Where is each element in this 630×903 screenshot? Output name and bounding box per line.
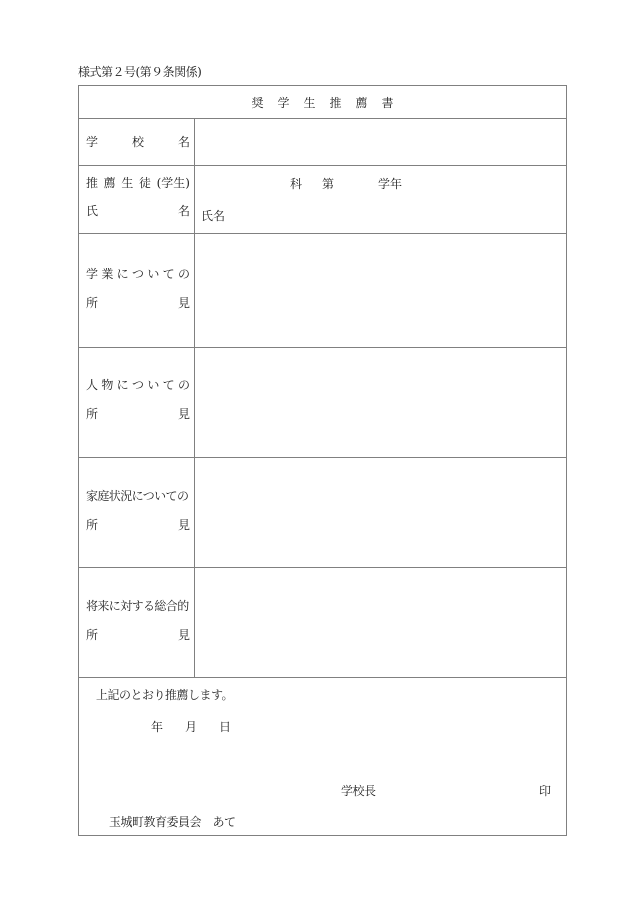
- date-month-label: 月: [185, 720, 198, 734]
- divider: [79, 165, 566, 166]
- grade-prefix: 第: [322, 177, 335, 191]
- addressee: 玉城町教育委員会 あて: [109, 815, 236, 829]
- date-year-label: 年: [151, 720, 164, 734]
- student-name-label: 氏名: [201, 209, 226, 223]
- school-name-field[interactable]: [196, 119, 566, 164]
- grade-suffix: 学年: [378, 177, 403, 191]
- label-student: 推 薦 生 徒 (学生) 氏 名: [86, 176, 190, 218]
- label-family-remarks: 家庭状況についての 所 見: [86, 489, 190, 532]
- recommendation-statement: 上記のとおり推薦します。: [96, 688, 234, 702]
- seal-mark: 印: [539, 784, 552, 798]
- column-divider: [194, 118, 195, 677]
- label-academic-remarks: 学 業 に つ い て の 所 見: [86, 267, 190, 310]
- principal-label: 学校長: [341, 784, 376, 798]
- divider: [79, 677, 566, 678]
- family-remarks-field[interactable]: [196, 458, 566, 566]
- character-remarks-field[interactable]: [196, 348, 566, 456]
- future-remarks-field[interactable]: [196, 568, 566, 676]
- course-suffix: 科: [290, 177, 303, 191]
- label-school-name: 学 校 名: [86, 135, 190, 149]
- academic-remarks-field[interactable]: [196, 234, 566, 346]
- label-character-remarks: 人 物 に つ い て の 所 見: [86, 378, 190, 421]
- form-reference: 様式第２号(第９条関係): [78, 65, 202, 79]
- date-day-label: 日: [219, 720, 232, 734]
- label-future-remarks: 将来に対する総合的 所 見: [86, 599, 190, 642]
- form-title: 奨学生推薦書: [251, 96, 408, 110]
- recommendation-form: [78, 85, 567, 836]
